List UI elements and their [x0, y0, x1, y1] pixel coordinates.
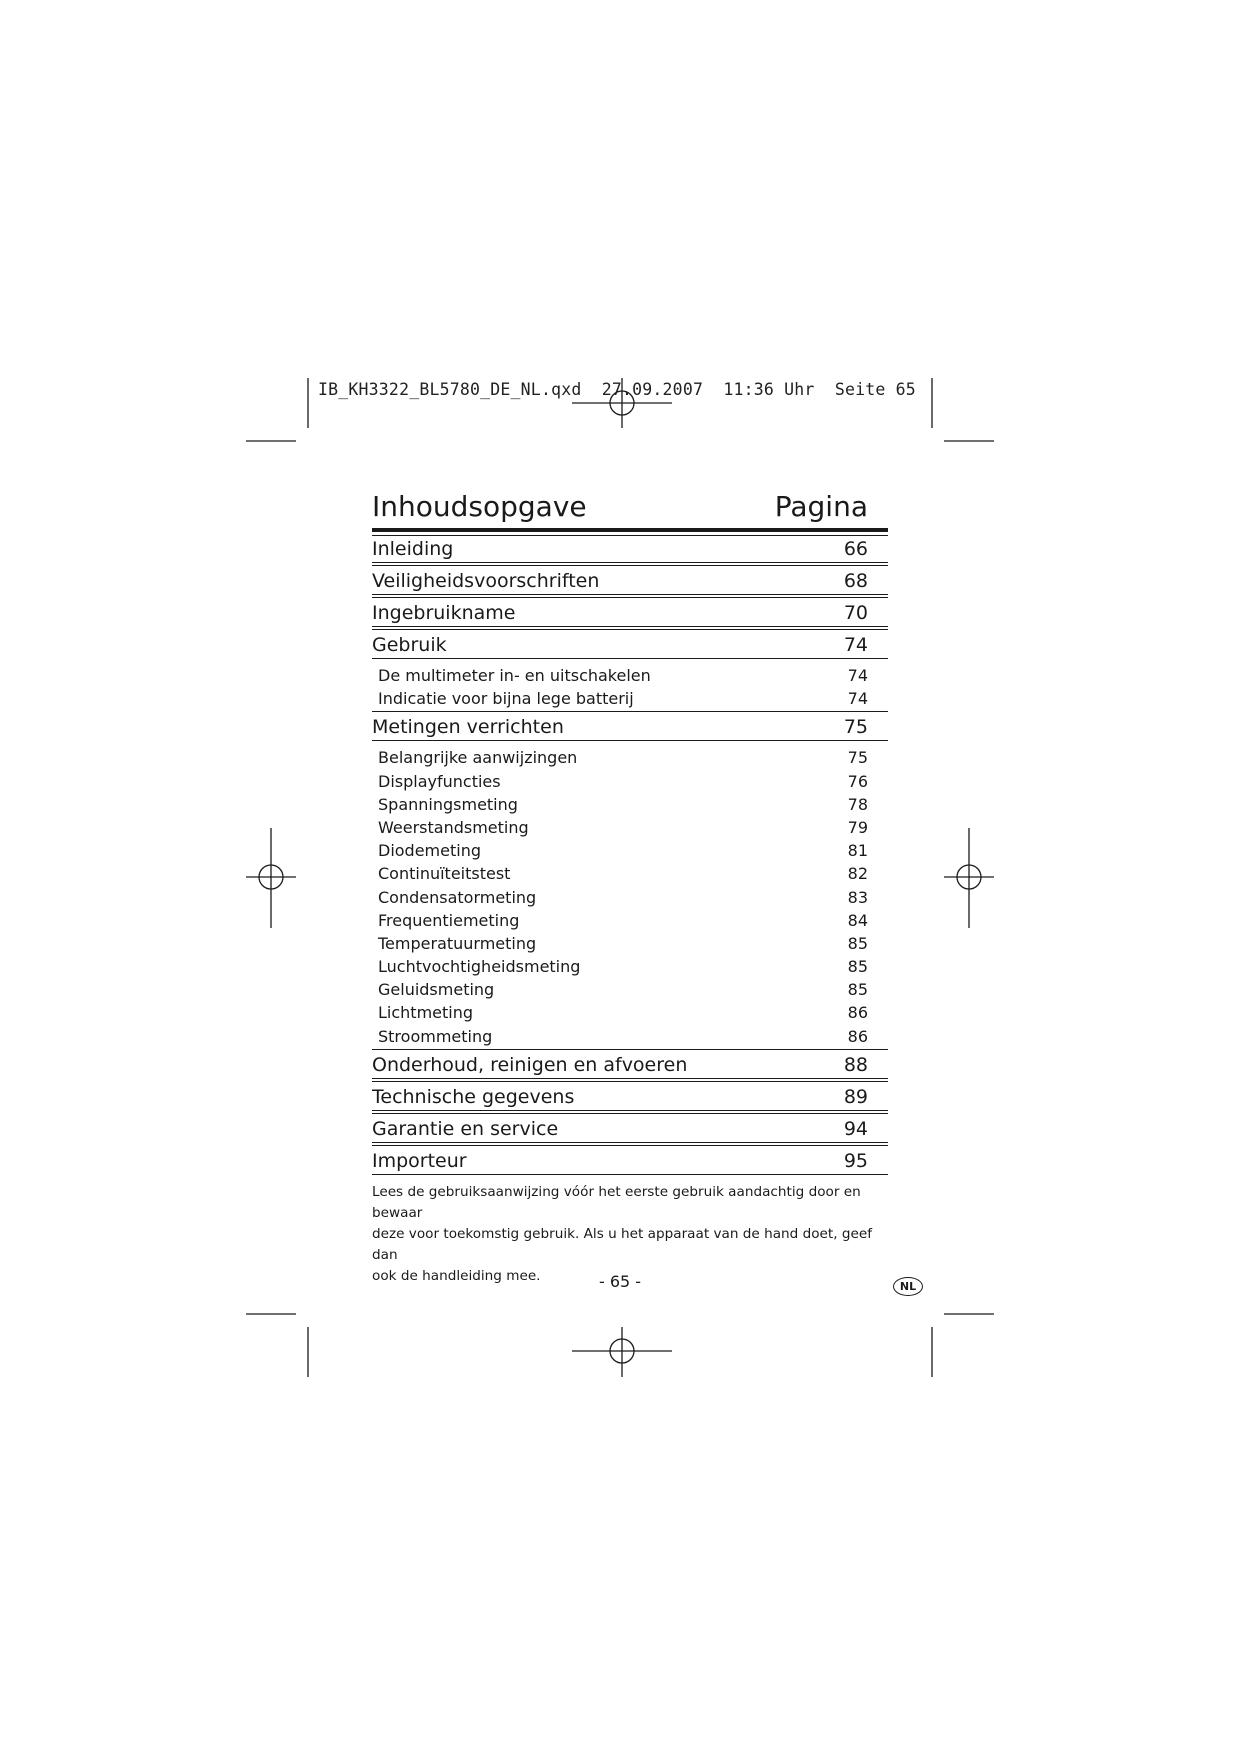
toc-section-page: 94	[843, 1117, 868, 1140]
toc-section	[372, 629, 888, 659]
toc-subsection-page: 85	[847, 957, 868, 977]
toc-section	[372, 712, 888, 741]
toc-subsection	[372, 838, 888, 861]
toc-section	[372, 535, 888, 563]
toc-subsection-page: 74	[847, 689, 868, 709]
toc-subsection	[372, 931, 888, 954]
toc-section-title: Gebruik	[372, 634, 447, 656]
toc-subsection	[372, 769, 888, 792]
toc-subsection-title: Continuïteitstest	[378, 864, 511, 884]
toc-section-title: Inleiding	[372, 538, 454, 560]
toc-title: Inhoudsopgave	[372, 490, 587, 523]
toc-subsection-list	[372, 741, 888, 1049]
toc-subsection-page: 81	[847, 841, 868, 861]
toc-section-page: 70	[843, 602, 868, 624]
toc-section	[372, 565, 888, 595]
toc-subsection-title: Diodemeting	[378, 841, 481, 861]
toc-subsection-page: 76	[847, 771, 868, 791]
toc-section-page: 75	[843, 716, 868, 739]
toc-section	[372, 597, 888, 627]
language-badge: NL	[893, 1277, 923, 1296]
toc-section-title: Importeur	[372, 1149, 467, 1172]
toc-subsection-title: Weerstandsmeting	[378, 817, 529, 837]
toc-section-page: 74	[843, 634, 868, 656]
table-of-contents	[372, 480, 888, 1175]
toc-subsection-list	[372, 659, 888, 712]
toc-subsection-title: Geluidsmeting	[378, 980, 495, 1000]
toc-section	[372, 1113, 888, 1143]
toc-section	[372, 1081, 888, 1111]
toc-section-title: Garantie en service	[372, 1117, 559, 1140]
toc-subsection-title: Temperatuurmeting	[378, 933, 537, 953]
toc-subsection-page: 83	[847, 887, 868, 907]
toc-subsection	[372, 663, 888, 686]
toc-subsection-title: Belangrijke aanwijzingen	[378, 748, 578, 768]
toc-subsection	[372, 885, 888, 908]
print-slug: IB_KH3322_BL5780_DE_NL.qxd 27.09.2007 11:36 Uhr Seite 65	[318, 380, 916, 399]
toc-subsection-page: 78	[847, 794, 868, 814]
toc-subsection	[372, 908, 888, 931]
toc-subsection-title: Frequentiemeting	[378, 910, 520, 930]
toc-section-page: 66	[843, 538, 868, 560]
page-number: - 65 -	[598, 1272, 642, 1291]
toc-section-title: Veiligheidsvoorschriften	[372, 570, 600, 592]
toc-subsection-title: Displayfuncties	[378, 771, 501, 791]
toc-subsection	[372, 815, 888, 838]
toc-subsection-title: Stroommeting	[378, 1026, 493, 1046]
toc-section	[372, 1050, 888, 1079]
toc-section-title: Technische gegevens	[372, 1085, 575, 1108]
toc-section-title: Onderhoud, reinigen en afvoeren	[372, 1053, 688, 1076]
toc-subsection-page: 79	[847, 817, 868, 837]
toc-subsection-page: 82	[847, 864, 868, 884]
toc-subsection-page: 74	[847, 666, 868, 685]
toc-subsection-page: 86	[847, 1003, 868, 1023]
toc-subsection	[372, 792, 888, 815]
toc-subsection	[372, 745, 888, 768]
toc-subsection	[372, 686, 888, 709]
toc-subsection-page: 85	[847, 933, 868, 953]
toc-section-title: Metingen verrichten	[372, 716, 564, 739]
toc-subsection-title: Lichtmeting	[378, 1003, 474, 1023]
toc-subsection	[372, 861, 888, 884]
usage-note-line: ook de handleiding mee.	[372, 1268, 541, 1284]
toc-header	[372, 480, 888, 532]
toc-subsection-title: Luchtvochtigheidsmeting	[378, 957, 581, 977]
usage-note-line: deze voor toekomstig gebruik. Als u het apparaat van de hand doet, geef dan	[372, 1226, 873, 1263]
toc-subsection-page: 84	[847, 910, 868, 930]
toc-subsection	[372, 1024, 888, 1047]
toc-subsection	[372, 954, 888, 977]
toc-subsection-title: Condensatormeting	[378, 887, 537, 907]
toc-subsection	[372, 977, 888, 1000]
toc-page-label: Pagina	[774, 490, 868, 523]
toc-subsection	[372, 1000, 888, 1023]
toc-section-page: 68	[843, 570, 868, 592]
toc-subsection-title: Indicatie voor bijna lege batterij	[378, 689, 634, 709]
toc-subsection-title: De multimeter in- en uitschakelen	[378, 666, 651, 685]
toc-section	[372, 1145, 888, 1175]
toc-subsection-page: 86	[847, 1026, 868, 1046]
toc-section-page: 95	[843, 1149, 868, 1172]
toc-subsection-page: 75	[847, 748, 868, 768]
toc-subsection-title: Spanningsmeting	[378, 794, 518, 814]
toc-section-title: Ingebruikname	[372, 602, 516, 624]
toc-section-page: 88	[843, 1053, 868, 1076]
toc-subsection-page: 85	[847, 980, 868, 1000]
toc-section-page: 89	[843, 1085, 868, 1108]
usage-note-line: Lees de gebruiksaanwijzing vóór het eerste gebruik aandachtig door en bewaar	[372, 1184, 861, 1221]
